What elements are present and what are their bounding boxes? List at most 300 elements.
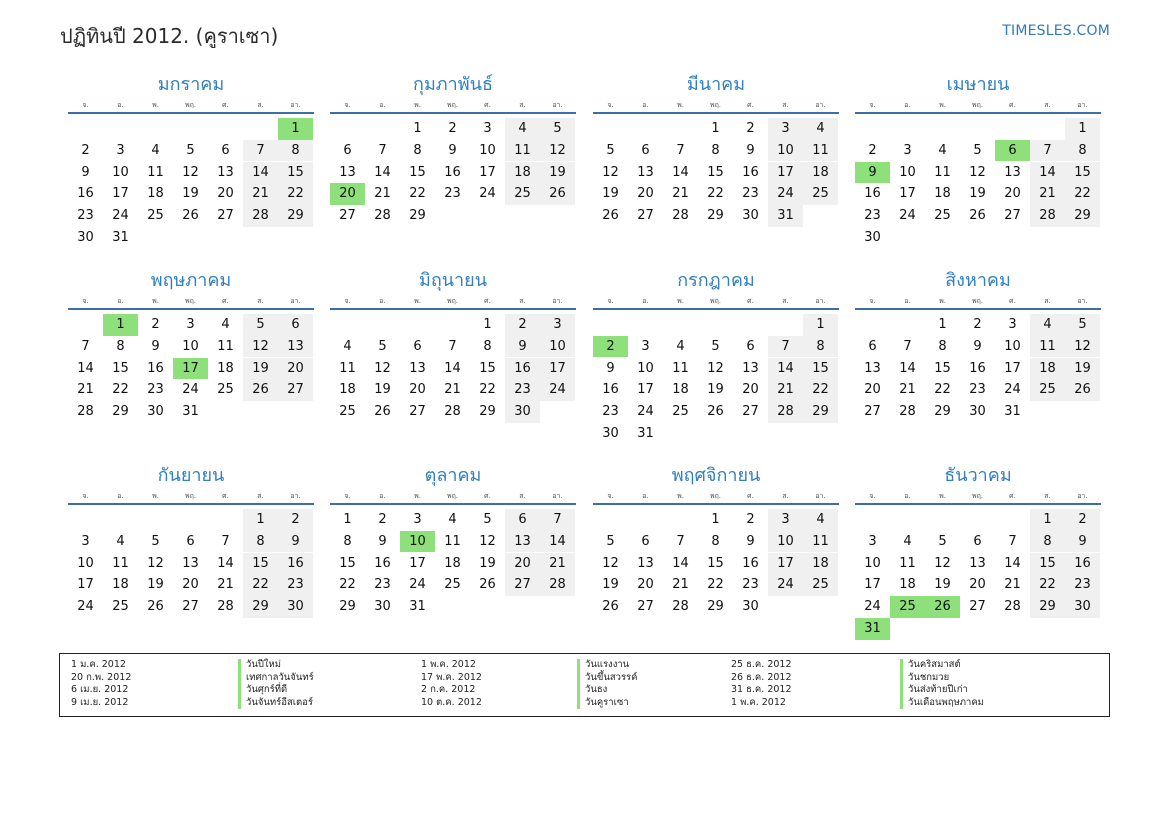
day-cell: 29 (112, 404, 129, 420)
day-cell: 21 (540, 553, 575, 575)
weekday-label: พฤ. (971, 101, 984, 109)
weekday-label: พฤ. (709, 492, 722, 500)
day-cell: 10 (77, 555, 94, 571)
day-cell: 28 (374, 208, 391, 224)
day-cell: 11 (112, 555, 129, 571)
weekday-label: อา. (815, 297, 826, 305)
weekday-label: พ. (939, 297, 946, 305)
weekday-label: พ. (414, 101, 421, 109)
day-cell: 30 (374, 599, 391, 615)
day-cell: 9 (278, 531, 313, 553)
day-cell: 8 (803, 336, 838, 358)
weekday-label: อ. (117, 101, 124, 109)
legend-holiday-name: วันส่งท้ายปีเก่า (900, 684, 968, 697)
legend-holiday-name: วันธง (577, 684, 607, 697)
day-cell: 17 (637, 382, 654, 398)
day-cell: 23 (444, 186, 461, 202)
day-cell: 25 (1030, 379, 1065, 401)
weekday-label: ส. (782, 101, 789, 109)
month-block (855, 268, 1101, 466)
day-cell: 14 (77, 360, 94, 376)
day-cell: 2 (1065, 509, 1100, 531)
weekday-label: จ. (607, 492, 614, 500)
day-cell: 8 (278, 140, 313, 162)
weekday-label: อ. (904, 101, 911, 109)
day-cell: 4 (221, 317, 230, 332)
day-cell: 6 (505, 509, 540, 531)
day-cell: 29 (803, 401, 838, 423)
day-cell: 14 (540, 531, 575, 553)
day-cell: 16 (969, 360, 986, 376)
day-cell: 18 (444, 555, 461, 571)
holiday-day-cell: 31 (855, 618, 890, 640)
day-cell: 22 (1030, 574, 1065, 596)
day-cell: 16 (374, 555, 391, 571)
day-cell: 23 (147, 382, 164, 398)
day-cell: 19 (243, 358, 278, 380)
day-cell: 11 (444, 533, 461, 549)
day-cell: 17 (77, 577, 94, 593)
day-cell: 25 (505, 183, 540, 205)
day-cell: 10 (637, 360, 654, 376)
day-cell: 30 (1065, 596, 1100, 618)
day-cell: 6 (746, 338, 755, 354)
day-cell: 16 (147, 360, 164, 376)
day-cell: 7 (81, 338, 90, 354)
holiday-day-cell: 10 (400, 531, 435, 553)
day-cell: 21 (672, 186, 689, 202)
day-cell: 26 (969, 208, 986, 224)
legend-date: 6 เม.ย. 2012 (71, 684, 129, 695)
weekday-label: ศ. (222, 297, 229, 305)
holiday-day-cell: 20 (330, 183, 365, 205)
day-cell: 22 (243, 574, 278, 596)
legend-date: 10 ต.ค. 2012 (421, 696, 482, 708)
day-cell: 2 (378, 512, 387, 527)
day-cell: 7 (1008, 533, 1017, 549)
day-cell: 9 (606, 360, 615, 376)
weekday-label: ส. (1044, 492, 1051, 500)
day-cell: 2 (973, 317, 982, 332)
weekday-label: พฤ. (184, 101, 197, 109)
day-cell: 17 (768, 162, 803, 184)
day-cell: 24 (864, 599, 881, 615)
day-cell: 26 (707, 404, 724, 420)
weekday-header (68, 98, 314, 114)
weekday-label: พ. (939, 101, 946, 109)
legend-holiday-name: วันศุกร์ที่ดี (238, 684, 287, 697)
holiday-day-cell: 1 (278, 118, 313, 140)
weekday-label: ส. (782, 297, 789, 305)
day-cell: 8 (1030, 531, 1065, 553)
day-cell: 11 (672, 360, 689, 376)
day-cell: 19 (969, 186, 986, 202)
day-cell: 27 (1004, 208, 1021, 224)
day-cell: 20 (969, 577, 986, 593)
weekday-label: พ. (152, 297, 159, 305)
day-cell: 29 (409, 208, 426, 224)
day-cell: 3 (81, 533, 90, 549)
day-cell: 26 (243, 379, 278, 401)
day-cell: 23 (969, 382, 986, 398)
weekday-header (593, 98, 839, 114)
weekday-label: จ. (82, 492, 89, 500)
page-title: ปฏิทินปี 2012. (คูราเซา) (60, 24, 279, 48)
day-cell: 28 (672, 208, 689, 224)
day-cell: 18 (112, 577, 129, 593)
weekday-label: อ. (117, 297, 124, 305)
legend-date: 17 พ.ค. 2012 (421, 671, 482, 683)
day-cell: 30 (602, 426, 619, 441)
month-block (330, 72, 576, 270)
day-cell: 7 (903, 338, 912, 354)
day-cell: 3 (768, 118, 803, 140)
day-cell: 25 (803, 574, 838, 596)
month-name: สิงหาคม (945, 270, 1011, 291)
day-cell: 24 (1004, 382, 1021, 398)
month-block (330, 463, 576, 661)
day-cell: 12 (1065, 336, 1100, 358)
month-name: มิถุนายน (418, 270, 488, 291)
day-cell: 8 (483, 338, 492, 354)
day-cell: 31 (112, 230, 129, 245)
weekday-label: อา. (552, 492, 563, 500)
day-cell: 20 (864, 382, 881, 398)
day-cell: 7 (243, 140, 278, 162)
legend-holiday-name: เทศกาลวันจันทร์ (238, 672, 314, 685)
weekday-label: ศ. (484, 492, 491, 500)
weekday-label: ศ. (222, 101, 229, 109)
day-cell: 12 (243, 336, 278, 358)
day-cell: 15 (707, 555, 724, 571)
day-cell: 5 (243, 314, 278, 336)
month-name: เมษายน (946, 74, 1010, 95)
day-cell: 20 (637, 186, 654, 202)
day-cell: 6 (641, 142, 650, 158)
day-cell: 18 (505, 162, 540, 184)
holiday-day-cell: 9 (855, 162, 890, 184)
day-cell: 15 (278, 162, 313, 184)
day-cell: 12 (479, 533, 496, 549)
holiday-day-cell: 6 (995, 140, 1030, 162)
holiday-day-cell: 1 (103, 314, 138, 336)
day-cell: 24 (479, 186, 496, 202)
day-cell: 8 (711, 142, 720, 158)
day-cell: 1 (711, 512, 720, 527)
day-cell: 5 (938, 533, 947, 549)
day-grid (68, 505, 314, 661)
day-cell: 25 (803, 183, 838, 205)
weekday-label: อา. (1077, 101, 1088, 109)
day-cell: 28 (540, 574, 575, 596)
day-cell: 15 (243, 553, 278, 575)
weekday-label: พ. (939, 492, 946, 500)
day-cell: 30 (147, 404, 164, 420)
day-cell: 14 (672, 164, 689, 180)
day-grid (330, 114, 576, 270)
day-cell: 16 (742, 164, 759, 180)
day-cell: 6 (868, 338, 877, 354)
day-cell: 24 (409, 577, 426, 593)
day-cell: 24 (77, 599, 94, 615)
day-cell: 13 (505, 531, 540, 553)
day-cell: 27 (339, 208, 356, 224)
weekday-label: อ. (379, 101, 386, 109)
day-cell: 8 (711, 533, 720, 549)
day-cell: 29 (1030, 596, 1065, 618)
day-cell: 21 (1030, 183, 1065, 205)
day-cell: 27 (637, 208, 654, 224)
day-cell: 25 (147, 208, 164, 224)
day-cell: 23 (742, 186, 759, 202)
day-cell: 1 (483, 317, 492, 332)
day-cell: 21 (1004, 577, 1021, 593)
day-cell: 20 (742, 382, 759, 398)
day-cell: 25 (339, 404, 356, 420)
day-cell: 24 (182, 382, 199, 398)
weekday-header (593, 489, 839, 505)
day-cell: 4 (803, 509, 838, 531)
weekday-label: อา. (1077, 297, 1088, 305)
day-cell: 17 (899, 186, 916, 202)
day-cell: 10 (768, 531, 803, 553)
day-cell: 13 (339, 164, 356, 180)
weekday-label: จ. (869, 101, 876, 109)
day-cell: 12 (602, 164, 619, 180)
day-cell: 19 (540, 162, 575, 184)
day-cell: 30 (505, 401, 540, 423)
day-cell: 21 (768, 379, 803, 401)
day-cell: 29 (1065, 205, 1100, 227)
weekday-header (68, 489, 314, 505)
day-cell: 25 (672, 404, 689, 420)
day-cell: 3 (540, 314, 575, 336)
day-cell: 1 (343, 512, 352, 527)
day-cell: 7 (221, 533, 230, 549)
day-cell: 30 (77, 230, 94, 245)
day-cell: 13 (182, 555, 199, 571)
day-cell: 21 (374, 186, 391, 202)
weekday-label: อ. (904, 492, 911, 500)
day-cell: 17 (112, 186, 129, 202)
day-cell: 2 (448, 121, 457, 136)
day-cell: 10 (768, 140, 803, 162)
holiday-legend (59, 653, 1110, 717)
day-cell: 22 (934, 382, 951, 398)
day-cell: 29 (707, 208, 724, 224)
day-cell: 19 (374, 382, 391, 398)
day-cell: 27 (742, 404, 759, 420)
day-cell: 12 (602, 555, 619, 571)
weekday-label: อา. (290, 101, 301, 109)
month-block (330, 268, 576, 466)
day-cell: 11 (803, 140, 838, 162)
day-cell: 31 (182, 404, 199, 420)
day-cell: 17 (1004, 360, 1021, 376)
weekday-label: อ. (642, 101, 649, 109)
day-cell: 17 (479, 164, 496, 180)
day-cell: 28 (243, 205, 278, 227)
day-cell: 12 (540, 140, 575, 162)
day-cell: 20 (409, 382, 426, 398)
day-cell: 18 (217, 360, 234, 376)
day-cell: 1 (938, 317, 947, 332)
day-cell: 14 (217, 555, 234, 571)
day-cell: 22 (1065, 183, 1100, 205)
weekday-label: อ. (904, 297, 911, 305)
day-cell: 24 (768, 574, 803, 596)
day-cell: 9 (151, 338, 160, 354)
day-cell: 6 (221, 142, 230, 158)
day-cell: 17 (409, 555, 426, 571)
day-grid (855, 114, 1101, 270)
weekday-label: ส. (257, 101, 264, 109)
day-cell: 15 (803, 358, 838, 380)
day-cell: 15 (479, 360, 496, 376)
holiday-day-cell: 25 (890, 596, 925, 618)
day-cell: 7 (676, 533, 685, 549)
day-cell: 17 (768, 553, 803, 575)
day-cell: 23 (505, 379, 540, 401)
day-cell: 15 (934, 360, 951, 376)
legend-date: 1 พ.ค. 2012 (731, 696, 786, 708)
day-cell: 5 (606, 533, 615, 549)
day-cell: 14 (899, 360, 916, 376)
day-cell: 26 (540, 183, 575, 205)
day-cell: 30 (278, 596, 313, 618)
day-cell: 9 (505, 336, 540, 358)
day-cell: 16 (505, 358, 540, 380)
weekday-label: จ. (344, 492, 351, 500)
day-cell: 11 (505, 140, 540, 162)
day-cell: 16 (444, 164, 461, 180)
holiday-day-cell: 2 (593, 336, 628, 358)
day-cell: 29 (479, 404, 496, 420)
day-cell: 21 (77, 382, 94, 398)
weekday-label: พ. (414, 492, 421, 500)
day-cell: 26 (182, 208, 199, 224)
day-cell: 28 (768, 401, 803, 423)
day-cell: 27 (505, 574, 540, 596)
day-cell: 27 (182, 599, 199, 615)
day-cell: 6 (278, 314, 313, 336)
day-cell: 16 (278, 553, 313, 575)
day-cell: 11 (1030, 336, 1065, 358)
day-cell: 12 (182, 164, 199, 180)
day-cell: 4 (1030, 314, 1065, 336)
day-cell: 30 (742, 599, 759, 615)
day-cell: 15 (112, 360, 129, 376)
day-cell: 23 (278, 574, 313, 596)
day-grid (593, 310, 839, 466)
day-cell: 11 (147, 164, 164, 180)
day-cell: 5 (1065, 314, 1100, 336)
day-cell: 20 (278, 358, 313, 380)
day-cell: 15 (409, 164, 426, 180)
day-cell: 31 (768, 205, 803, 227)
day-cell: 27 (409, 404, 426, 420)
day-cell: 30 (742, 208, 759, 224)
legend-holiday-name: วันขึ้นสวรรค์ (577, 672, 638, 685)
brand-link[interactable]: TIMESLES.COM (1002, 23, 1110, 39)
day-cell: 28 (1030, 205, 1065, 227)
day-cell: 23 (602, 404, 619, 420)
day-cell: 24 (768, 183, 803, 205)
day-cell: 19 (1065, 358, 1100, 380)
day-cell: 21 (672, 577, 689, 593)
day-cell: 2 (746, 121, 755, 136)
weekday-label: อา. (290, 297, 301, 305)
day-cell: 4 (505, 118, 540, 140)
day-cell: 11 (899, 555, 916, 571)
day-cell: 25 (934, 208, 951, 224)
month-name: กันยายน (157, 465, 225, 486)
day-cell: 26 (479, 577, 496, 593)
day-cell: 13 (864, 360, 881, 376)
day-cell: 8 (243, 531, 278, 553)
weekday-label: ศ. (222, 492, 229, 500)
day-cell: 28 (77, 404, 94, 420)
day-cell: 2 (868, 142, 877, 158)
day-cell: 3 (868, 533, 877, 549)
day-cell: 13 (1004, 164, 1021, 180)
day-cell: 26 (374, 404, 391, 420)
legend-date: 25 ธ.ค. 2012 (731, 659, 792, 670)
day-cell: 13 (637, 164, 654, 180)
day-cell: 7 (1030, 140, 1065, 162)
weekday-label: พฤ. (184, 492, 197, 500)
day-cell: 1 (711, 121, 720, 136)
month-name: พฤษภาคม (150, 270, 232, 291)
day-cell: 18 (803, 162, 838, 184)
weekday-header (855, 98, 1101, 114)
day-cell: 22 (803, 379, 838, 401)
weekday-label: พ. (677, 297, 684, 305)
month-name: มกราคม (157, 74, 225, 95)
day-cell: 1 (413, 121, 422, 136)
day-cell: 3 (1008, 317, 1017, 332)
day-cell: 22 (339, 577, 356, 593)
day-cell: 14 (1004, 555, 1021, 571)
weekday-label: พฤ. (446, 492, 459, 500)
day-cell: 7 (768, 336, 803, 358)
day-cell: 26 (602, 599, 619, 615)
day-cell: 24 (540, 379, 575, 401)
day-cell: 30 (969, 404, 986, 420)
day-cell: 16 (864, 186, 881, 202)
weekday-label: จ. (344, 101, 351, 109)
day-cell: 6 (413, 338, 422, 354)
day-cell: 27 (637, 599, 654, 615)
weekday-label: จ. (607, 297, 614, 305)
day-cell: 11 (934, 164, 951, 180)
day-cell: 15 (1065, 162, 1100, 184)
day-cell: 29 (243, 596, 278, 618)
day-cell: 20 (182, 577, 199, 593)
day-cell: 27 (864, 404, 881, 420)
day-cell: 2 (746, 512, 755, 527)
weekday-header (330, 489, 576, 505)
day-cell: 3 (116, 142, 125, 158)
weekday-label: พฤ. (446, 101, 459, 109)
month-name: ตุลาคม (424, 465, 482, 486)
day-grid (593, 114, 839, 270)
day-cell: 10 (182, 338, 199, 354)
day-cell: 9 (81, 164, 90, 180)
day-cell: 6 (186, 533, 195, 549)
day-cell: 25 (217, 382, 234, 398)
day-cell: 27 (217, 208, 234, 224)
